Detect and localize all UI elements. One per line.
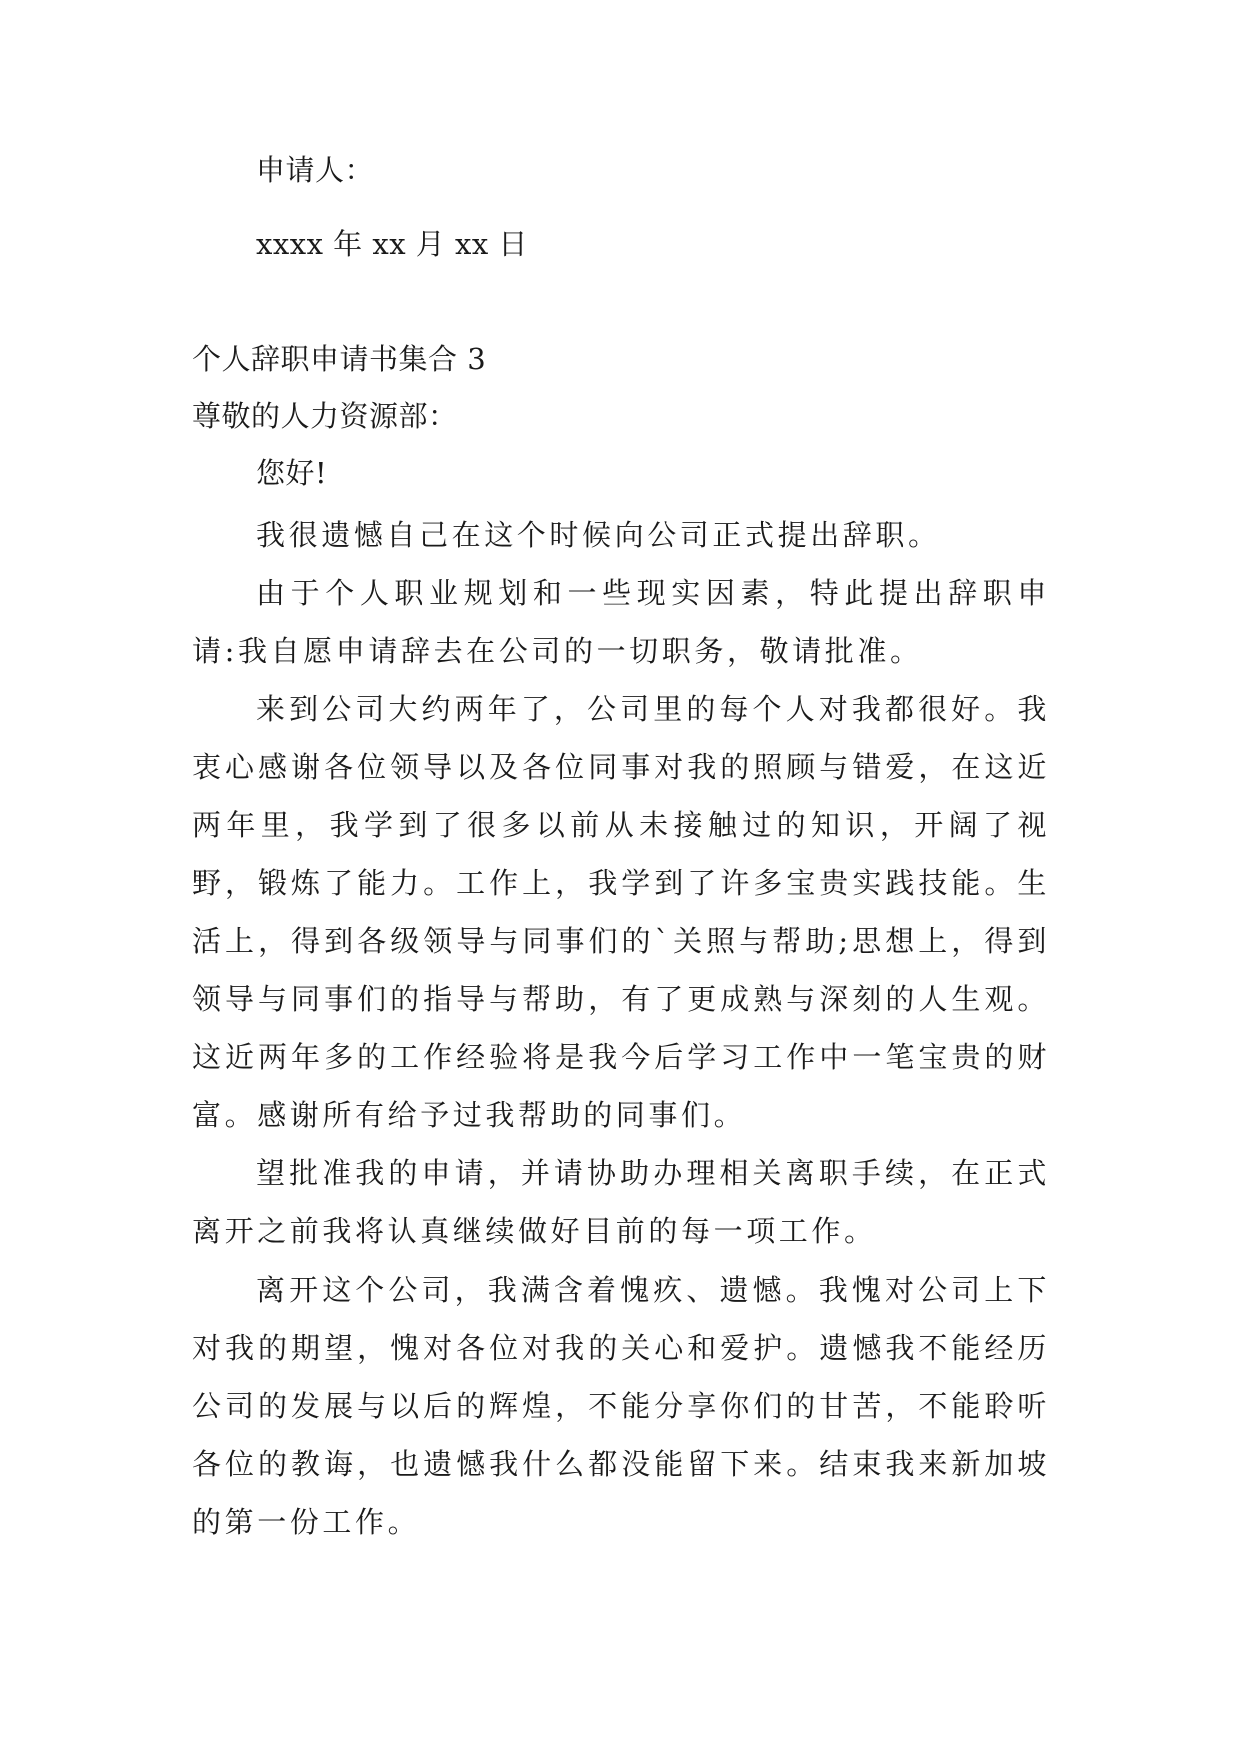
greeting: 您好!: [256, 456, 328, 490]
paragraph-request: 望批准我的申请，并请协助办理相关离职手续，在正式离开之前我将认真继续做好目前的每一项工作。: [192, 1156, 1050, 1248]
paragraph-reason: 由于个人职业规划和一些现实因素，特此提出辞职申请:我自愿申请辞去在公司的一切职务，敬请批准。: [192, 576, 1050, 668]
paragraph-farewell: 离开这个公司，我满含着愧疚、遗憾。我愧对公司上下对我的期望，愧对各位对我的关心和爱护。遗憾我不能经历公司的发展与以后的辉煌，不能分享你们的甘苦，不能聆听各位的教诲，也遗憾我什么都没能留下来。结束我来新加坡的第一份工作。: [192, 1273, 1050, 1539]
letter-title: 个人辞职申请书集合 3: [192, 342, 487, 376]
paragraph-gratitude: 来到公司大约两年了，公司里的每个人对我都很好。我衷心感谢各位领导以及各位同事对我的照顾与错爱，在这近两年里，我学到了很多以前从未接触过的知识，开阔了视野，锻炼了能力。工作上，我学到了许多宝贵实践技能。生活上，得到各级领导与同事们的`关照与帮助;思想上，得到领导与同事们的指导与帮助，有了更成熟与深刻的人生观。这近两年多的工作经验将是我今后学习工作中一笔宝贵的财富。感谢所有给予过我帮助的同事们。: [192, 692, 1050, 1132]
date-line: xxxx 年 xx 月 xx 日: [256, 227, 528, 261]
signature-label: 申请人：: [256, 153, 375, 187]
salutation: 尊敬的人力资源部：: [192, 399, 458, 433]
paragraph-regret: 我很遗憾自己在这个时候向公司正式提出辞职。: [256, 518, 941, 552]
